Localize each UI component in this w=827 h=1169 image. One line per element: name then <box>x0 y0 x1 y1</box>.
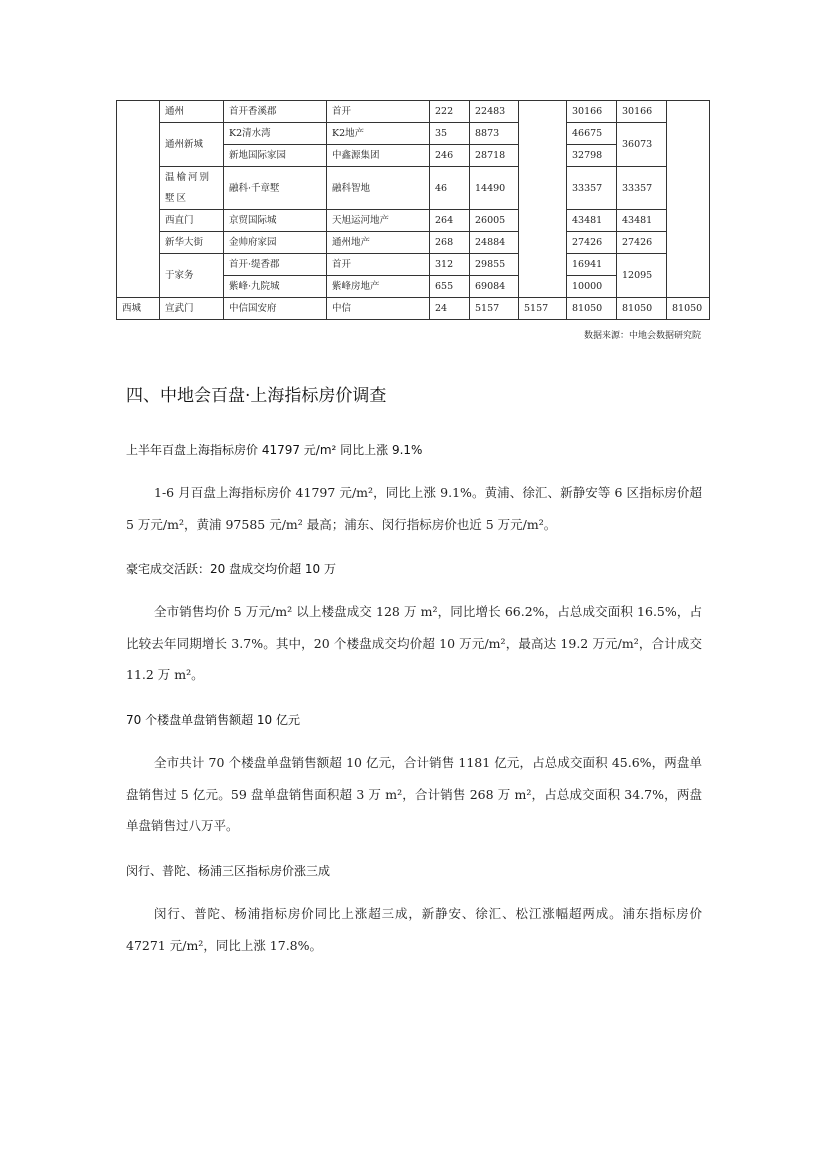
area-avg-cell: 33357 <box>617 167 667 210</box>
project-cell: 中信国安府 <box>224 298 327 320</box>
area-cell: 新华大街 <box>160 232 224 254</box>
developer-cell: 首开 <box>327 101 430 123</box>
avg-price-cell: 27426 <box>567 232 617 254</box>
units-cell: 312 <box>430 254 470 276</box>
subheading: 豪宅成交活跃：20 盘成交均价超 10 万 <box>126 562 336 576</box>
table-row <box>117 232 710 254</box>
subheading: 上半年百盘上海指标房价 41797 元/m² 同比上涨 9.1% <box>126 443 423 457</box>
district-avg-cell <box>667 101 710 298</box>
area-avg-cell: 43481 <box>617 210 667 232</box>
project-cell: 紫峰·九院城 <box>224 276 327 298</box>
avg-price-cell: 33357 <box>567 167 617 210</box>
paragraph: 全市销售均价 5 万元/m² 以上楼盘成交 128 万 m²，同比增长 66.2%，占总成交面积 16.5%，占比较去年同期增长 3.7%。其中，20 个楼盘成交均价超 10 万元/m²，最高达 19.2 万元/m²，合计成交 11.2 万 m²。 <box>126 604 702 682</box>
area-sqm-cell: 8873 <box>470 123 519 145</box>
area-sqm-cell: 26005 <box>470 210 519 232</box>
units-cell: 268 <box>430 232 470 254</box>
district-avg-cell: 81050 <box>667 298 710 320</box>
price-cell <box>519 101 567 298</box>
units-cell: 264 <box>430 210 470 232</box>
area-avg-cell: 30166 <box>617 101 667 123</box>
project-cell: 京贸国际城 <box>224 210 327 232</box>
section-title: 四、中地会百盘·上海指标房价调查 <box>126 386 387 406</box>
area-avg-cell: 81050 <box>617 298 667 320</box>
avg-price-cell: 46675 <box>567 123 617 145</box>
table-row <box>117 210 710 232</box>
subheading: 闵行、普陀、杨浦三区指标房价涨三成 <box>126 864 331 878</box>
developer-cell: 首开 <box>327 254 430 276</box>
area-sqm-cell: 24884 <box>470 232 519 254</box>
paragraph: 全市共计 70 个楼盘单盘销售额超 10 亿元，合计销售 1181 亿元，占总成交面积 45.6%，两盘单盘销售过 5 亿元。59 盘单盘销售面积超 3 万 m²，合计销售 268 万 m²，占总成交面积 34.7%，两盘单盘销售过八万平。 <box>126 755 702 833</box>
area-avg-cell: 12095 <box>617 254 667 298</box>
table-row <box>117 123 710 145</box>
district-cell: 西城 <box>117 298 160 320</box>
units-cell: 35 <box>430 123 470 145</box>
developer-cell: 紫峰房地产 <box>327 276 430 298</box>
project-cell: 融科·千章墅 <box>224 167 327 210</box>
project-price-table <box>116 100 710 320</box>
area-avg-cell: 36073 <box>617 123 667 167</box>
area-cell: 宣武门 <box>160 298 224 320</box>
table-row <box>117 167 710 210</box>
table-row <box>117 298 710 320</box>
area-sqm-cell: 14490 <box>470 167 519 210</box>
paragraph: 1-6 月百盘上海指标房价 41797 元/m²，同比上涨 9.1%。黄浦、徐汇、新静安等 6 区指标房价超 5 万元/m²，黄浦 97585 元/m² 最高；浦东、闵行指标房价也近 5 万元/m²。 <box>126 485 702 532</box>
project-cell: 金帅府家园 <box>224 232 327 254</box>
avg-price-cell: 16941 <box>567 254 617 276</box>
area-cell: 西直门 <box>160 210 224 232</box>
data-source-note: 数据来源：中地会数据研究院 <box>583 331 701 341</box>
developer-cell: 通州地产 <box>327 232 430 254</box>
avg-price-cell: 81050 <box>567 298 617 320</box>
project-cell: 新地国际家园 <box>224 145 327 167</box>
avg-price-cell: 32798 <box>567 145 617 167</box>
area-cell: 于家务 <box>160 254 224 298</box>
area-sqm-cell: 29855 <box>470 254 519 276</box>
avg-price-cell: 10000 <box>567 276 617 298</box>
developer-cell: K2地产 <box>327 123 430 145</box>
developer-cell: 融科智地 <box>327 167 430 210</box>
units-cell: 246 <box>430 145 470 167</box>
area-sqm-cell: 5157 <box>470 298 519 320</box>
area-sqm-cell: 28718 <box>470 145 519 167</box>
area-sqm-cell: 69084 <box>470 276 519 298</box>
developer-cell: 天旭运河地产 <box>327 210 430 232</box>
units-cell: 655 <box>430 276 470 298</box>
subheading: 70 个楼盘单盘销售额超 10 亿元 <box>126 713 300 727</box>
price-cell: 5157 <box>519 298 567 320</box>
developer-cell: 中信 <box>327 298 430 320</box>
avg-price-cell: 43481 <box>567 210 617 232</box>
area-cell: 温榆河别墅区 <box>160 167 224 210</box>
table-row <box>117 101 710 123</box>
paragraph: 闵行、普陀、杨浦指标房价同比上涨超三成，新静安、徐汇、松江涨幅超两成。浦东指标房价 47271 元/m²，同比上涨 17.8%。 <box>126 906 702 953</box>
area-avg-cell: 27426 <box>617 232 667 254</box>
project-cell: 首开·缇香郡 <box>224 254 327 276</box>
units-cell: 24 <box>430 298 470 320</box>
area-sqm-cell: 22483 <box>470 101 519 123</box>
district-cell <box>117 101 160 298</box>
units-cell: 222 <box>430 101 470 123</box>
avg-price-cell: 30166 <box>567 101 617 123</box>
project-cell: 首开香溪郡 <box>224 101 327 123</box>
developer-cell: 中鑫源集团 <box>327 145 430 167</box>
area-cell: 通州新城 <box>160 123 224 167</box>
area-cell: 通州 <box>160 101 224 123</box>
project-cell: K2清水湾 <box>224 123 327 145</box>
table-row <box>117 254 710 276</box>
units-cell: 46 <box>430 167 470 210</box>
